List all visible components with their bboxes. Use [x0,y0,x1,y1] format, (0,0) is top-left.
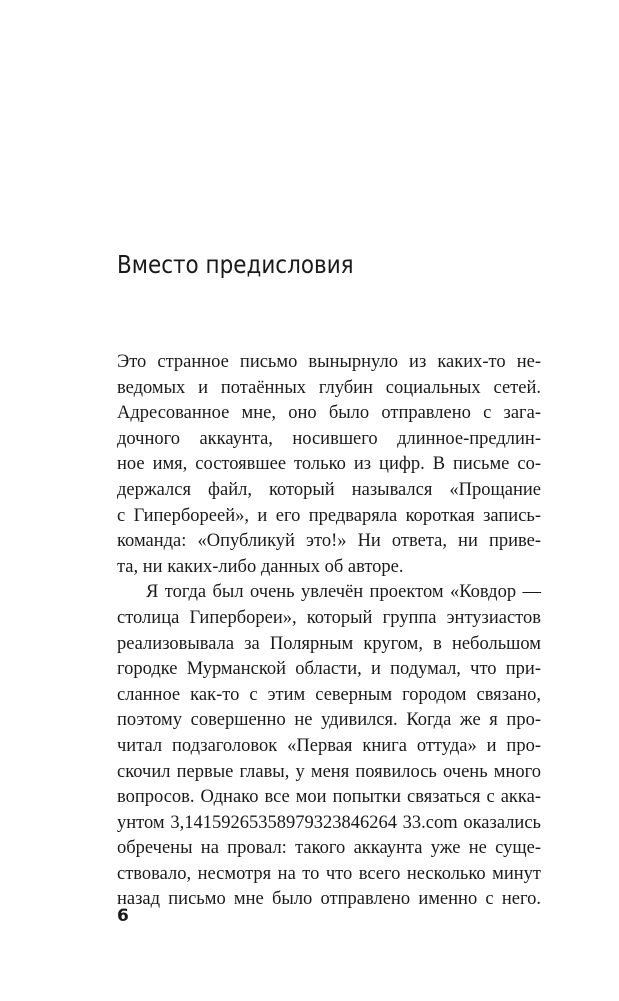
text-line: обречены на провал: такого аккаунта уже не суще- [117,838,541,859]
paragraph-1 [117,350,541,580]
text-line: вопросов. Однако все мои попытки связаться с акка- [117,787,541,808]
page-number: 6 [117,906,129,926]
text-line: Адресованное мне, оно было отправлено с зага- [117,403,541,424]
text-line: поэтому совершенно не удивился. Когда же я про- [117,710,541,731]
text-line: с Гипербореей», и его предваряла короткая запись- [117,505,541,526]
text-line: ствовало, несмотря на то что всего несколько минут [117,863,541,884]
text-line: назад письмо мне было отправлено именно с него. [117,889,541,910]
text-line: столица Гипербореи», который группа энтузиастов [117,607,541,628]
chapter-title: Вместо предисловия [117,250,354,279]
text-line: команда: «Опубликуй это!» Ни ответа, ни приве- [117,531,541,552]
text-line: читал подзаголовок «Первая книга оттуда» и про- [117,735,541,756]
text-line: скочил первые главы, у меня появилось очень много [117,761,541,782]
text-line: та, ни каких-либо данных об авторе. [117,556,404,577]
text-line: Это странное письмо вынырнуло из каких-то не- [117,352,541,372]
paragraph-2 [117,580,541,913]
text-line: держался файл, который назывался «Прощание [117,479,541,500]
body-text [117,350,541,913]
text-line: ведомых и потаённых глубин социальных сетей. [117,377,541,398]
text-line: дочного аккаунта, носившего длинное-предлин- [117,428,541,449]
text-line: Я тогда был очень увлечён проектом «Ковдор — [146,582,541,603]
text-line: унтом 3,14159265358979323846264 33.com оказались [117,812,541,833]
text-line: городке Мурманской области, и подумал, что при- [117,659,541,680]
text-line: сланное как-то с этим северным городом связано, [117,684,541,705]
text-line: ное имя, состоявшее только из цифр. В письме со- [117,454,541,475]
text-line: реализовывала за Полярным кругом, в небольшом [117,633,541,654]
